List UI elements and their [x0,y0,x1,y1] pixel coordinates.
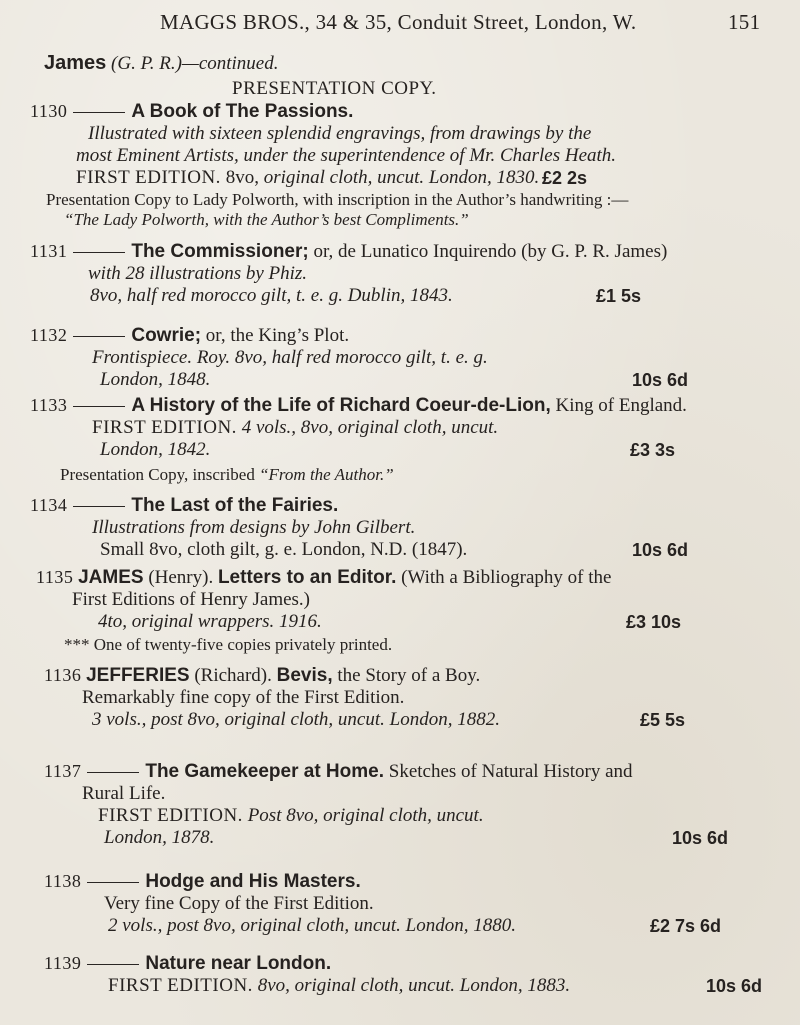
entry-number: 1131 [30,241,68,261]
entry-dash [73,112,125,113]
entry-imprint: Small 8vo, cloth gilt, g. e. London, N.D. (1847). [100,539,468,560]
entry-number: 1138 [44,871,82,891]
presentation-note-text: Presentation Copy, inscribed [60,465,255,484]
entry-price: 10s 6d [706,976,763,996]
entry-imprint: London, 1878. [104,827,215,848]
entry-author-rest: (Henry). [148,567,214,588]
place-date: London, 1830. [428,167,540,188]
entry-description [98,805,484,827]
entry-description: with 28 illustrations by Phiz. [88,263,308,284]
entry-number: 1133 [30,395,68,415]
entry-description: most Eminent Artists, under the superintendence of Mr. Charles Heath. [76,145,617,166]
entry-imprint: 8vo, half red morocco gilt, t. e. g. Dublin, 1843. [90,285,453,306]
entry-price: £1 5s [596,286,642,306]
edition-limit-note: *** One of twenty-five copies privately printed. [64,635,393,654]
entry-description: Frontispiece. Roy. 8vo, half red morocco gilt, t. e. g. [92,347,488,368]
format: 8vo, [225,167,259,188]
entry-title: The Gamekeeper at Home. [145,761,384,782]
entry-title: A Book of The Passions. [131,101,354,122]
entry-description [108,975,570,997]
entry-price: 10s 6d [632,370,689,390]
entry-imprint: London, 1848. [100,369,211,390]
entry-price: 10s 6d [672,828,729,848]
entry-price: 10s 6d [632,540,689,560]
presentation-copy-heading: PRESENTATION COPY. [232,78,437,99]
page-number: 151 [728,10,761,34]
entry-number: 1137 [44,761,82,781]
entry-title: A History of the Life of Richard Coeur-de-Lion, [131,395,551,416]
entry-price: £2 2s [542,168,588,188]
entry-number: 1136 [44,665,82,685]
entry-title: The Commissioner; [131,241,309,262]
entry-author: JAMES [78,567,144,588]
edition-note: FIRST EDITION. [92,417,237,438]
entry-number: 1139 [44,953,82,973]
entry-description: Rural Life. [82,783,166,804]
entry-description: Remarkably fine copy of the First Edition. [82,687,405,708]
entry-dash [73,406,125,407]
entry-imprint: 4to, original wrappers. 1916. [98,611,322,632]
entry-description [92,417,498,439]
format-binding-imprint: 8vo, original cloth, uncut. London, 1883. [257,975,571,996]
entry-title: Letters to an Editor. [217,567,397,588]
entry-title: Bevis, [276,665,333,686]
entry-dash [87,964,139,965]
entry-price: £3 3s [630,440,676,460]
entry-dash [73,252,125,253]
format-binding: 4 vols., 8vo, original cloth, uncut. [241,417,499,438]
entry-title: Nature near London. [145,953,332,974]
inscription-quote: “The Lady Polworth, with the Author’s best Compliments.” [64,210,469,229]
edition-note: FIRST EDITION. [98,805,243,826]
entry-price: £5 5s [640,710,686,730]
entry-imprint [76,167,539,189]
entry-number: 1134 [30,495,68,515]
entry-title-rest: (With a Bibliography of the [401,567,612,588]
entry-imprint: 3 vols., post 8vo, original cloth, uncut. London, 1882. [92,709,500,730]
entry-description: Illustrations from designs by John Gilbert. [92,517,416,538]
author-continued: (G. P. R.)—continued. [111,53,279,74]
presentation-note [60,464,394,486]
entry-title-rest: or, de Lunatico Inquirendo (by G. P. R. James) [313,241,668,262]
entry-description: Very fine Copy of the First Edition. [104,893,374,914]
entry-title-rest: or, the King’s Plot. [205,325,350,346]
binding: original cloth, uncut. [263,167,425,188]
presentation-note: Presentation Copy to Lady Polworth, with inscription in the Author’s handwriting :— [46,190,629,209]
edition-note: FIRST EDITION. [76,167,221,188]
entry-title-rest: King of England. [555,395,687,416]
entry-description: Illustrated with sixteen splendid engravings, from drawings by the [88,123,592,144]
entry-author-rest: (Richard). [194,665,272,686]
inscription-quote: “From the Author.” [259,465,394,484]
format-binding: Post 8vo, original cloth, uncut. [247,805,484,826]
entry-title: The Last of the Fairies. [131,495,339,516]
entry-number: 1130 [30,101,68,121]
author-name: James [44,52,107,74]
entry-description: First Editions of Henry James.) [72,589,311,610]
entry-price: £3 10s [626,612,682,632]
entry-dash [87,882,139,883]
entry-title: Cowrie; [131,325,202,346]
entry-number: 1132 [30,325,68,345]
header-title: MAGGS BROS., 34 & 35, Conduit Street, London, W. [160,10,637,34]
entry-title: Hodge and His Masters. [145,871,361,892]
entry-dash [73,506,125,507]
entry-author: JEFFERIES [86,665,190,686]
entry-number: 1135 [36,567,74,587]
entry-title-rest: the Story of a Boy. [337,665,481,686]
author-heading [44,52,279,75]
entry-price: £2 7s 6d [650,916,722,936]
entry-imprint: 2 vols., post 8vo, original cloth, uncut. London, 1880. [108,915,516,936]
entry-dash [73,336,125,337]
entry-title-rest: Sketches of Natural History and [388,761,633,782]
entry-dash [87,772,139,773]
entry-imprint: London, 1842. [100,439,211,460]
edition-note: FIRST EDITION. [108,975,253,996]
